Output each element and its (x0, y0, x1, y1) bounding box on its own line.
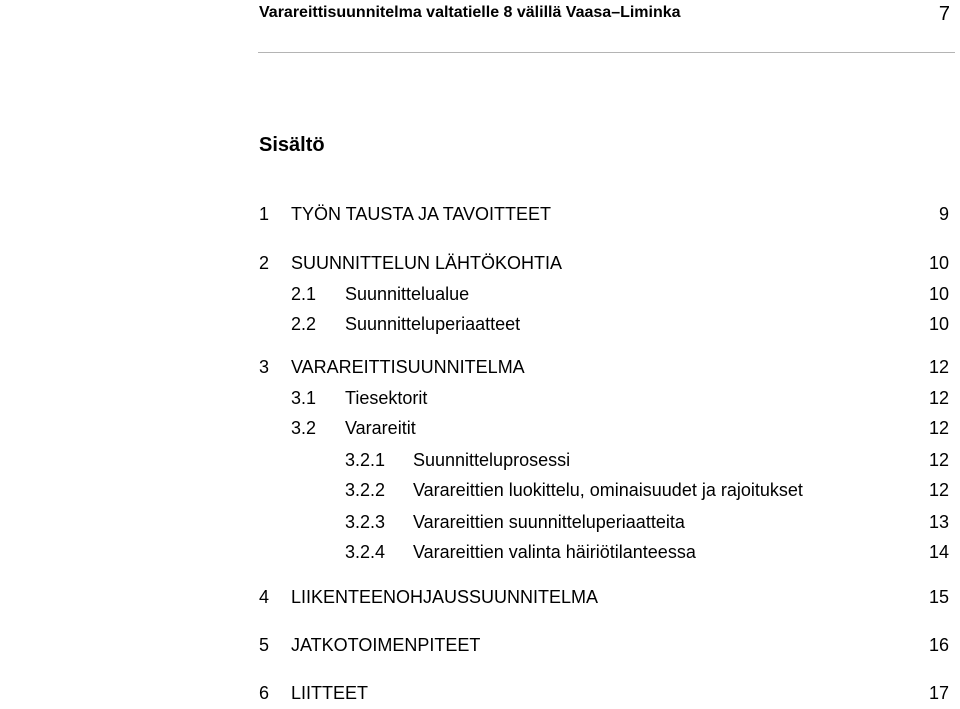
toc-entry-3-2-3[interactable] (0, 508, 960, 536)
toc-entry-3-2-2[interactable] (0, 476, 960, 504)
toc-entry-number: 3.1 (291, 388, 317, 408)
toc-entry-title: Suunnitteluprosessi (413, 450, 571, 470)
toc-entry-number: 3.2.1 (345, 450, 386, 470)
toc-entry-number: 5 (259, 635, 270, 655)
toc-entry-1[interactable] (0, 200, 960, 228)
toc-entry-page: 12 (928, 480, 949, 500)
document-title: Varareittisuunnitelma valtatielle 8 välillä Vaasa–Liminka (259, 4, 681, 21)
toc-entry-2-1[interactable] (0, 280, 960, 308)
toc-entry-2[interactable] (0, 249, 960, 277)
toc-entry-title: JATKOTOIMENPITEET (291, 635, 481, 655)
toc-entry-number: 2.2 (291, 314, 317, 334)
toc-entry-page: 12 (928, 388, 949, 408)
toc-entry-page: 17 (928, 683, 949, 703)
toc-entry-page: 10 (928, 284, 949, 304)
toc-entry-3-1[interactable] (0, 384, 960, 412)
toc-entry-3-2-1[interactable] (0, 446, 960, 474)
toc-entry-3[interactable] (0, 353, 960, 381)
toc-entry-number: 3 (259, 357, 270, 377)
toc-entry-title: SUUNNITTELUN LÄHTÖKOHTIA (291, 253, 563, 273)
toc-entry-number: 2.1 (291, 284, 317, 304)
toc-entry-page: 10 (928, 253, 949, 273)
toc-entry-title: VARAREITTISUUNNITELMA (291, 357, 525, 377)
toc-entry-3-2-4[interactable] (0, 538, 960, 566)
toc-entry-page: 12 (928, 450, 949, 470)
toc-entry-title: Varareittien valinta häiriötilanteessa (413, 542, 696, 562)
toc-entry-page: 15 (928, 587, 949, 607)
toc-entry-number: 1 (259, 204, 270, 224)
toc-entry-title: Tiesektorit (345, 388, 428, 408)
toc-entry-2-2[interactable] (0, 310, 960, 338)
toc-entry-number: 4 (259, 587, 270, 607)
toc-entry-title: Varareittien suunnitteluperiaatteita (413, 512, 685, 532)
page-number: 7 (938, 3, 950, 25)
toc-entry-page: 12 (928, 418, 949, 438)
toc-entry-page: 12 (928, 357, 949, 377)
toc-entry-page: 13 (928, 512, 949, 532)
toc-entry-title: Varareitit (345, 418, 416, 438)
toc-entry-page: 10 (928, 314, 949, 334)
toc-entry-title: TYÖN TAUSTA JA TAVOITTEET (291, 204, 552, 224)
toc-entry-4[interactable] (0, 583, 960, 611)
toc-entry-page: 9 (938, 204, 949, 224)
toc-entry-number: 3.2.3 (345, 512, 386, 532)
toc-entry-title: LIITTEET (291, 683, 369, 703)
toc-entry-number: 3.2.4 (345, 542, 386, 562)
toc-entry-number: 6 (259, 683, 270, 703)
toc-entry-title: Suunnitteluperiaatteet (345, 314, 521, 334)
toc-entry-number: 3.2 (291, 418, 317, 438)
toc-entry-3-2[interactable] (0, 414, 960, 442)
toc-entry-5[interactable] (0, 631, 960, 659)
toc-entry-page: 16 (928, 635, 949, 655)
toc-entry-6[interactable] (0, 679, 960, 707)
toc-entry-number: 3.2.2 (345, 480, 386, 500)
toc-entry-number: 2 (259, 253, 270, 273)
toc-entry-page: 14 (928, 542, 949, 562)
toc-entry-title: Suunnittelualue (345, 284, 470, 304)
toc-heading: Sisältö (259, 134, 325, 156)
toc-entry-title: Varareittien luokittelu, ominaisuudet ja rajoitukset (413, 480, 803, 500)
toc-entry-title: LIIKENTEENOHJAUSSUUNNITELMA (291, 587, 599, 607)
